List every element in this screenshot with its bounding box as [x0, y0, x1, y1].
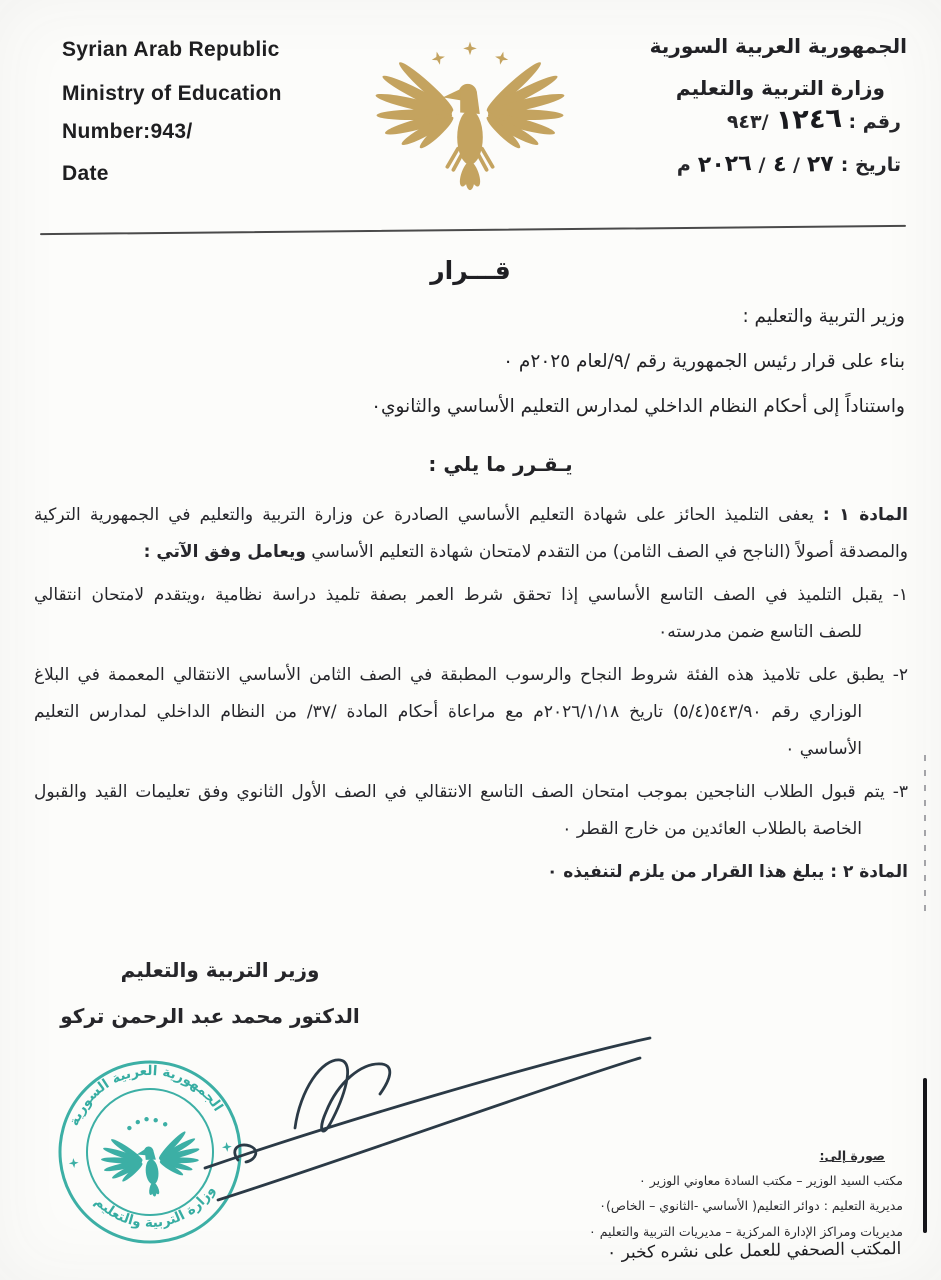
letterhead-ministry-en: Ministry of Education: [62, 82, 282, 105]
right-wing: [483, 59, 565, 152]
signatory-title: وزير التربية والتعليم: [120, 958, 320, 982]
star-icon: [463, 42, 477, 56]
clause-2-line-1: ٢- يطبق على تلاميذ هذه الفئة شروط النجاح والرسوب المطبقة في الصف الثامن الأساسي الانتقالي المعممة في البلاغ: [34, 665, 908, 685]
footer-cc-item-3: مديريات ومراكز الإدارة المركزية – مديريات التربية والتعليم ٠: [589, 1224, 903, 1239]
clause-2-text: تاريخ: [629, 702, 663, 722]
circular-date: ٢٠٢٦/١/١٨: [543, 702, 620, 722]
clause-2: [34, 657, 908, 768]
footer-cc-item-1: مكتب السيد الوزير – مكتب السادة معاوني الوزير ٠: [639, 1173, 903, 1188]
article-1-bold-tail: ويعامل وفق الآتي :: [143, 542, 306, 562]
signatory-name: الدكتور محمد عبد الرحمن تركو: [60, 1004, 360, 1028]
header-divider: [40, 225, 906, 235]
clause-3-line-2: الخاصة بالطلاب العائدين من خارج القطر ٠: [562, 819, 862, 839]
article-1-text-cont: والمصدقة أصولاً (الناجح في الصف الثامن) من التقدم لامتحان شهادة التعليم الأساسي: [311, 542, 908, 562]
letterhead-date-en: Date: [62, 162, 109, 185]
article-2-text: يبلغ هذا القرار من يلزم لتنفيذه ٠: [546, 862, 825, 882]
clause-2-text: الوزاري رقم: [771, 702, 863, 722]
date-separator: /: [758, 154, 766, 176]
date-year: ٢٠٢٦: [697, 151, 752, 178]
number-handwritten: ١٢٤٦: [775, 102, 843, 137]
stamp-arc-bottom-text: وزارة التربية والتعليم: [91, 1182, 219, 1232]
document-date-row: [677, 152, 901, 177]
document-number-row: [727, 104, 901, 135]
preamble-basis-line: بناء على قرار رئيس الجمهورية رقم /٩/لعام ٢٠٢٥م ٠: [503, 351, 905, 372]
decree-body: [34, 497, 908, 897]
eagle-tail: [457, 159, 483, 190]
star-icon: [493, 50, 509, 66]
decides-heading: يـقـرر ما يلي :: [428, 452, 573, 476]
clause-3: [34, 774, 908, 848]
scan-artifact-solid-line: [923, 1078, 927, 1233]
stamp-arc-top-text: الجمهورية العربية السورية: [66, 1062, 226, 1129]
number-printed: ٩٤٣/: [726, 111, 769, 133]
letterhead-number-en: Number:943/: [62, 120, 193, 143]
clause-2-text: م مع مراعاة أحكام المادة /٣٧/ من النظام الداخلي لمدارس التعليم: [34, 702, 544, 722]
date-separator: /: [792, 154, 800, 176]
left-wing: [374, 59, 456, 152]
clause-3-line-1: ٣- يتم قبول الطلاب الناجحين بموجب امتحان الصف التاسع الانتقالي في الصف الأول الثانوي وفق تعليمات القيد والقبول: [34, 782, 908, 802]
article-1-label: المادة ١ :: [822, 505, 909, 525]
eagle-emblem-icon: [372, 26, 568, 202]
preamble-reference-line: واستناداً إلى أحكام النظام الداخلي لمدارس التعليم الأساسي والثانوي٠: [371, 396, 905, 417]
letterhead-ministry-ar: وزارة التربية والتعليم: [675, 76, 885, 100]
number-label: رقم :: [848, 111, 901, 133]
clause-2-line-3: الأساسي ٠: [785, 739, 862, 759]
date-label: تاريخ :: [840, 154, 901, 176]
circular-number: ٥٤٣/٩٠(٥/٤): [672, 702, 762, 722]
stamp-side-star-icon: [68, 1158, 79, 1169]
article-1: [34, 497, 908, 571]
star-icon: [430, 50, 446, 66]
clause-1-line-2: للصف التاسع ضمن مدرسته٠: [658, 622, 862, 642]
decree-title: قـــرار: [430, 256, 511, 285]
clause-1-line-1: ١- يقبل التلميذ في الصف التاسع الأساسي إذا تحقق شرط العمر بصفة تلميذ دراسة نظامية ،ويتقدم لامتحان انتقالي: [34, 585, 908, 605]
letterhead-country-ar: الجمهورية العربية السورية: [649, 34, 907, 58]
date-era: م: [676, 154, 691, 176]
preamble-minister-line: وزير التربية والتعليم :: [742, 306, 905, 327]
footer-cc-heading: صورة إلى:: [819, 1148, 885, 1163]
handwritten-signature: [140, 1010, 680, 1220]
article-2-label: المادة ٢ :: [830, 862, 908, 882]
letterhead-country-en: Syrian Arab Republic: [62, 38, 280, 61]
date-month: ٤: [772, 151, 787, 178]
article-2: [34, 854, 908, 891]
clause-2-line-2: [34, 694, 908, 731]
scan-artifact-dashed-line: [924, 755, 926, 915]
article-1-text: يعفى التلميذ الحائز على شهادة التعليم الأساسي الصادرة عن وزارة التربية والتعليم في الجمهورية التركية: [34, 505, 814, 525]
footer-cc-item-4: المكتب الصحفي للعمل على نشره كخبر ٠: [606, 1238, 902, 1264]
date-day: ٢٧: [806, 151, 835, 178]
clause-1: [34, 577, 908, 651]
footer-cc-item-2: مديرية التعليم : دوائر التعليم( الأساسي -الثانوي – الخاص)٠: [599, 1198, 903, 1213]
